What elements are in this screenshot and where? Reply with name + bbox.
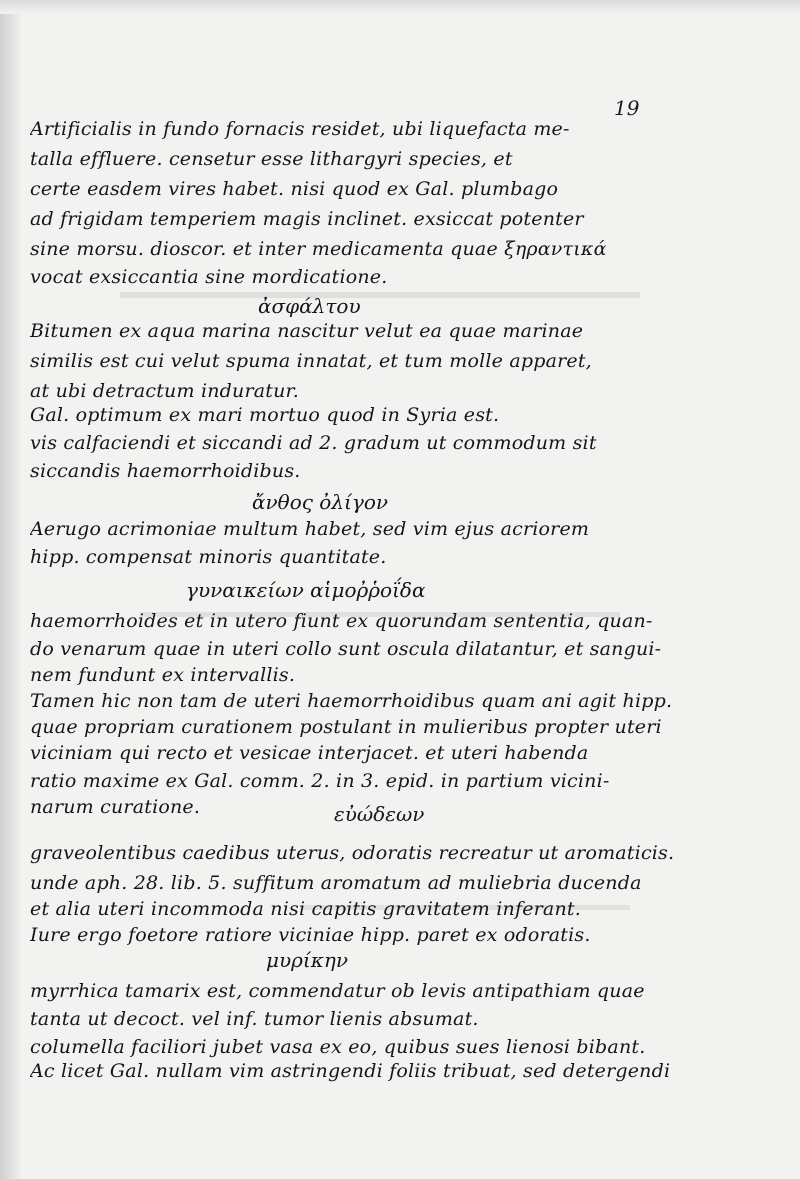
section-heading: εὐώδεων [334,802,425,826]
section-heading: ἀσφάλτου [258,294,361,318]
text-line: Bitumen ex aqua marina nascitur velut ea quae marinae [30,320,584,342]
section-heading: ἄνθος ὀλίγον [252,490,389,514]
folio-number: 19 [614,96,640,120]
text-line: do venarum quae in uteri collo sunt oscula dilatantur, et sangui- [30,638,662,660]
ink-bleed-through [120,292,640,298]
text-line: Artificialis in fundo fornacis residet, ubi liquefacta me- [30,118,570,140]
section-heading: γυναικείων αἱμοῤῥοΐδα [186,578,426,602]
text-line: vocat exsiccantia sine mordicatione. [30,266,388,288]
text-line: ratio maxime ex Gal. comm. 2. in 3. epid. in partium vicini- [30,770,610,792]
page-top-shadow [0,0,800,14]
text-line: hipp. compensat minoris quantitate. [30,546,387,568]
text-line: myrrhica tamarix est, commendatur ob levis antipathiam quae [30,980,645,1002]
text-line: Ac licet Gal. nullam vim astringendi foliis tribuat, sed detergendi [30,1060,671,1082]
page-edge-shadow [0,0,22,1179]
text-line: vis calfaciendi et siccandi ad 2. gradum ut commodum sit [30,432,597,454]
text-line: talla effluere. censetur esse lithargyri species, et [30,148,513,170]
text-line: at ubi detractum induratur. [30,380,299,402]
text-line: unde aph. 28. lib. 5. suffitum aromatum ad muliebria ducenda [30,872,642,894]
text-line: nem fundunt ex intervallis. [30,664,296,686]
section-heading: μυρίκην [266,948,349,972]
text-line: Aerugo acrimoniae multum habet, sed vim ejus acriorem [30,518,590,540]
text-line: viciniam qui recto et vesicae interjacet. et uteri habenda [30,742,589,764]
text-line: Tamen hic non tam de uteri haemorrhoidibus quam ani agit hipp. [30,690,673,712]
text-line: narum curatione. [30,796,201,818]
text-line: certe easdem vires habet. nisi quod ex Gal. plumbago [30,178,559,200]
text-line: quae propriam curationem postulant in mulieribus propter uteri [30,716,662,738]
text-line: ad frigidam temperiem magis inclinet. exsiccat potenter [30,208,584,230]
text-line: Iure ergo foetore ratiore viciniae hipp. paret ex odoratis. [30,924,591,946]
text-line: siccandis haemorrhoidibus. [30,460,301,482]
text-line: columella faciliori jubet vasa ex eo, quibus sues lienosi bibant. [30,1036,646,1058]
text-line: similis est cui velut spuma innatat, et tum molle apparet, [30,350,592,372]
text-line: Gal. optimum ex mari mortuo quod in Syria est. [30,404,500,426]
text-line: graveolentibus caedibus uterus, odoratis recreatur ut aromaticis. [30,842,675,864]
text-line: sine morsu. dioscor. et inter medicamenta quae ξηραντικά [30,238,607,260]
text-line: et alia uteri incommoda nisi capitis gravitatem inferant. [30,898,581,920]
text-line: haemorrhoides et in utero fiunt ex quorundam sententia, quan- [30,610,653,632]
text-line: tanta ut decoct. vel inf. tumor lienis absumat. [30,1008,479,1030]
